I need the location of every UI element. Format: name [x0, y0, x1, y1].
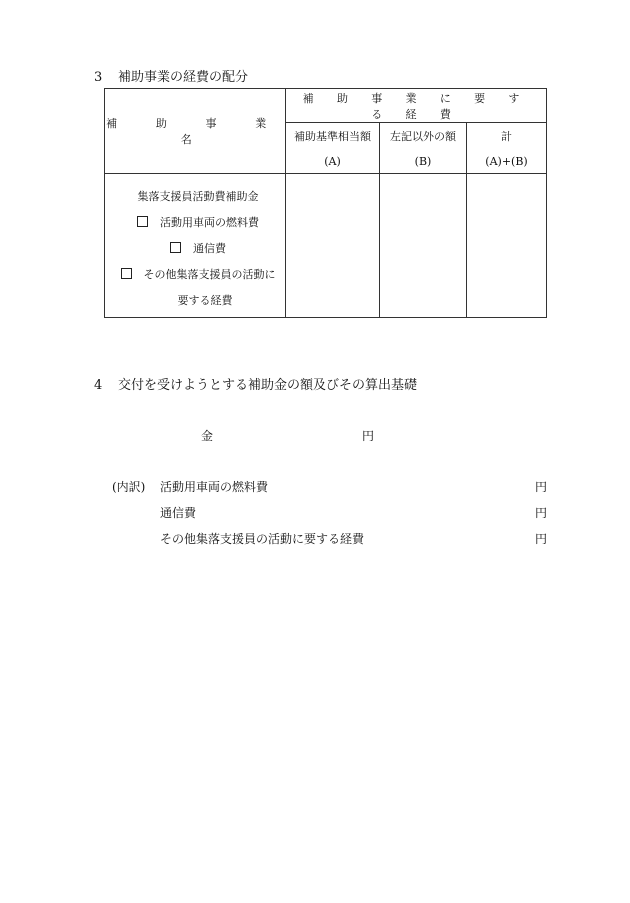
col-a-label: 補助基準相当額 — [294, 130, 371, 144]
breakdown-unit-fuel: 円 — [535, 480, 548, 494]
checkbox-other[interactable] — [121, 268, 132, 279]
breakdown-unit-comm: 円 — [535, 506, 548, 520]
col-total-value-cell[interactable] — [467, 174, 547, 318]
col-a-header-cell — [286, 123, 380, 174]
breakdown-unit-other: 円 — [535, 532, 548, 546]
table-item-fuel: 活動用車両の燃料費 — [111, 210, 285, 236]
table-item-other: その他集落支援員の活動に — [111, 262, 285, 288]
project-cell — [105, 174, 286, 318]
col-a-sub: (A) — [324, 154, 341, 168]
col-b-sub: (B) — [414, 154, 432, 168]
breakdown-item-other: その他集落支援員の活動に要する経費 — [160, 532, 365, 546]
breakdown-item-fuel: 活動用車両の燃料費 — [160, 480, 269, 494]
project-name-header: 補 助 事 業 名 — [106, 117, 284, 146]
section-4-title: 交付を受けようとする補助金の額及びその算出基礎 — [118, 378, 418, 393]
breakdown-item-comm: 通信費 — [160, 506, 197, 520]
section-4-heading — [94, 374, 417, 393]
section-4-number: 4 — [94, 378, 103, 393]
table-item-comm: 通信費 — [111, 236, 285, 262]
cost-allocation-table — [104, 88, 547, 318]
table-item-other-continuation: 要する経費 — [177, 293, 233, 307]
section-3-heading — [94, 66, 248, 85]
checkbox-comm[interactable] — [170, 242, 181, 253]
cost-header: 補 助 事 業 に 要 す る 経 費 — [302, 91, 530, 121]
col-total-sub: (A)+(B) — [485, 154, 528, 168]
col-b-label: 左記以外の額 — [390, 130, 456, 144]
col-a-value-cell[interactable] — [286, 174, 380, 318]
checkbox-fuel[interactable] — [137, 216, 148, 227]
amount-prefix: 金 — [201, 429, 214, 443]
col-total-label: 計 — [501, 130, 512, 144]
section-3-number: 3 — [94, 70, 103, 85]
col-b-value-cell[interactable] — [380, 174, 467, 318]
col-b-header-cell — [380, 123, 467, 174]
breakdown-label: (内訳) — [112, 480, 146, 494]
cost-header-cell — [286, 89, 547, 123]
amount-unit: 円 — [362, 429, 375, 443]
col-total-header-cell — [467, 123, 547, 174]
project-name: 集落支援員活動費補助金 — [137, 189, 259, 203]
project-name-header-cell — [105, 89, 286, 174]
section-3-title: 補助事業の経費の配分 — [118, 70, 249, 85]
